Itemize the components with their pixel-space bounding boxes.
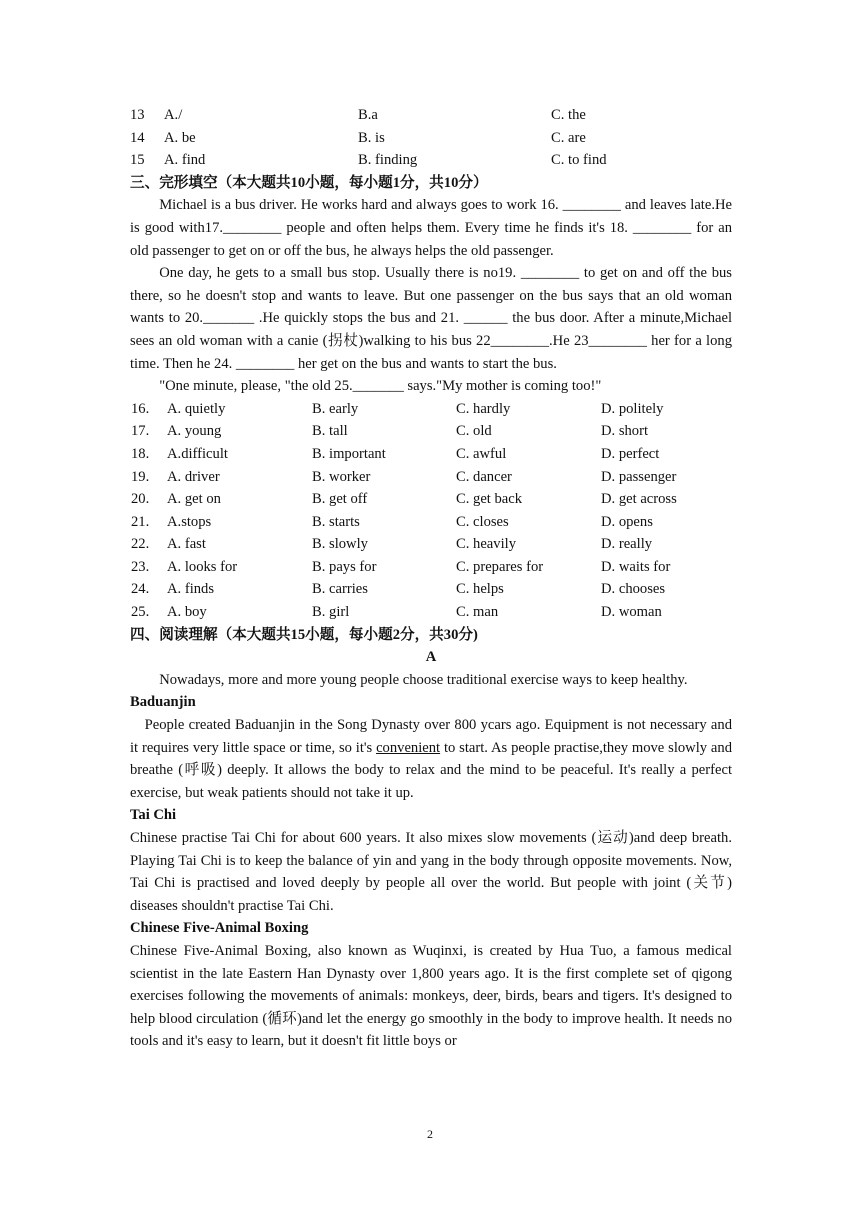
option-a: A. get on: [167, 491, 221, 508]
question-number: 25.: [131, 604, 150, 621]
question-number: 15: [130, 152, 145, 169]
cloze-paragraph: "One minute, please, "the old 25._______ says."My mother is coming too!": [159, 378, 602, 395]
option-a: A. finds: [167, 581, 215, 598]
option-b: B. worker: [312, 468, 371, 485]
baduanjin-paragraph: [130, 714, 732, 804]
option-c: C. are: [551, 129, 586, 146]
option-d: D. perfect: [601, 445, 660, 462]
option-c: C. old: [456, 423, 492, 440]
option-d: D. waits for: [601, 558, 671, 575]
question-number: 16.: [131, 400, 150, 417]
baduanjin-text: People created Baduanjin in the Song Dynasty over 800 ycars ago. Equipment is not necessary and it requires very little space or time, so it's: [130, 717, 732, 756]
option-a: A./: [164, 107, 183, 123]
option-c: C. hardly: [456, 400, 511, 417]
option-row: [130, 398, 732, 421]
question-number: 22.: [131, 536, 150, 553]
option-b: B.a: [358, 107, 378, 123]
option-c: C. the: [551, 107, 586, 123]
option-d: D. opens: [601, 513, 653, 530]
underlined-word: convenient: [376, 739, 441, 756]
option-c: C. man: [456, 604, 499, 621]
option-row: [130, 104, 732, 127]
option-row: [130, 556, 732, 579]
question-number: 14: [130, 129, 145, 146]
reading-intro: Nowadays, more and more young people choose traditional exercise ways to keep healthy.: [159, 671, 688, 688]
option-row: [130, 578, 732, 601]
option-b: B. early: [312, 400, 359, 417]
option-c: C. heavily: [456, 536, 516, 553]
subheading-wuqinxi: Chinese Five-Animal Boxing: [130, 920, 309, 937]
section-heading: 三、完形填空（本大题共10小题，每小题1分，共10分）: [130, 174, 488, 191]
option-c: C. to find: [551, 152, 607, 169]
option-b: B. slowly: [312, 536, 368, 553]
option-d: D. politely: [601, 400, 664, 417]
subheading-taichi: Tai Chi: [130, 807, 177, 824]
option-d: D. really: [601, 536, 653, 553]
option-row: [130, 466, 732, 489]
option-b: B. carries: [312, 581, 368, 598]
option-c: C. awful: [456, 445, 507, 462]
option-row: [130, 127, 732, 150]
option-b: B. get off: [312, 491, 368, 508]
option-c: C. dancer: [456, 468, 512, 485]
page-number: 2: [427, 1127, 433, 1141]
option-b: B. starts: [312, 513, 360, 530]
option-c: C. closes: [456, 513, 509, 530]
option-row: [130, 488, 732, 511]
question-number: 20.: [131, 491, 150, 508]
question-number: 21.: [131, 513, 150, 530]
option-row: [130, 420, 732, 443]
option-c: C. get back: [456, 491, 523, 508]
option-a: A. find: [164, 152, 206, 169]
option-a: A. boy: [167, 604, 207, 621]
option-a: A. young: [167, 423, 222, 440]
option-d: D. chooses: [601, 581, 666, 598]
question-number: 18.: [131, 445, 150, 462]
question-number: 24.: [131, 581, 150, 598]
option-b: B. is: [358, 129, 385, 146]
option-c: C. helps: [456, 581, 504, 598]
options-cloze: [130, 398, 732, 624]
option-a: A. driver: [167, 468, 220, 485]
cloze-paragraph: Michael is a bus driver. He works hard and always goes to work 16. ________ and leaves late.He is good with17.________ people and often helps them. Every time he finds it's 18. ________ for an old passenger to get on or off the bus, he always helps the old passenger.: [130, 197, 732, 259]
option-a: A. quietly: [167, 400, 226, 417]
option-row: [130, 443, 732, 466]
subheading-baduanjin: Baduanjin: [130, 694, 196, 711]
options-top: [130, 104, 732, 172]
wuqinxi-paragraph: Chinese Five-Animal Boxing, also known as Wuqinxi, is created by Hua Tuo, a famous medical scientist in the late Eastern Han Dynasty over 1,800 years ago. It is the first complete set of qigong exercises following the movements of animals: monkeys, deer, birds, bears and tigers. It's designed to help blood circulation (循环)and let the energy go smoothly in the body to improve health. It needs no tools and it's easy to learn, but it doesn't fit little boys or: [130, 942, 732, 1050]
option-row: [130, 511, 732, 534]
passage-label: A: [425, 649, 437, 666]
option-d: D. get across: [601, 491, 677, 508]
option-a: A.stops: [167, 513, 212, 530]
option-b: B. tall: [312, 423, 348, 440]
option-d: D. passenger: [601, 468, 677, 485]
taichi-paragraph: Chinese practise Tai Chi for about 600 years. It also mixes slow movements (运动)and deep breath. Playing Tai Chi is to keep the balance of yin and yang in the body through opposite movements. Now, Tai Chi is practised and loved deeply by people all over the world. But people with joint (关节) diseases shouldn't practise Tai Chi.: [130, 830, 732, 914]
option-b: B. pays for: [312, 558, 377, 575]
question-number: 13: [130, 107, 145, 123]
option-a: A. fast: [167, 536, 206, 553]
option-a: A.difficult: [167, 445, 228, 462]
option-b: B. important: [312, 445, 386, 462]
option-a: A. looks for: [167, 558, 238, 575]
option-d: D. short: [601, 423, 649, 440]
question-number: 23.: [131, 558, 150, 575]
cloze-paragraph: One day, he gets to a small bus stop. Usually there is no19. ________ to get on and off the bus there, so he doesn't stop and wants to leave. But one passenger on the bus says that an old woman wants to 20._______ .He quickly stops the bus and 21. ______ the bus door. After a minute,Michael sees an old woman with a canie (拐杖)walking to his bus 22________.He 23________ her for a long time. Then he 24. ________ her get on the bus and wants to start the bus.: [130, 265, 732, 372]
option-d: D. woman: [601, 604, 662, 621]
option-row: [130, 601, 732, 624]
option-row: [130, 533, 732, 556]
option-c: C. prepares for: [456, 558, 544, 575]
question-number: 17.: [131, 423, 150, 440]
option-a: A. be: [164, 129, 196, 146]
option-row: [130, 149, 732, 172]
option-b: B. finding: [358, 152, 418, 169]
section-heading: 四、阅读理解（本大题共15小题，每小题2分，共30分): [130, 626, 478, 643]
exam-page: [130, 104, 732, 1053]
baduanjin-text: to start. As people practise,they move slowly and breathe (呼吸) deeply. It allows the body to relax and the mind to be peaceful. It's really a perfect exercise, but weak patients should not take it up.: [130, 739, 732, 801]
option-b: B. girl: [312, 604, 350, 621]
question-number: 19.: [131, 468, 150, 485]
